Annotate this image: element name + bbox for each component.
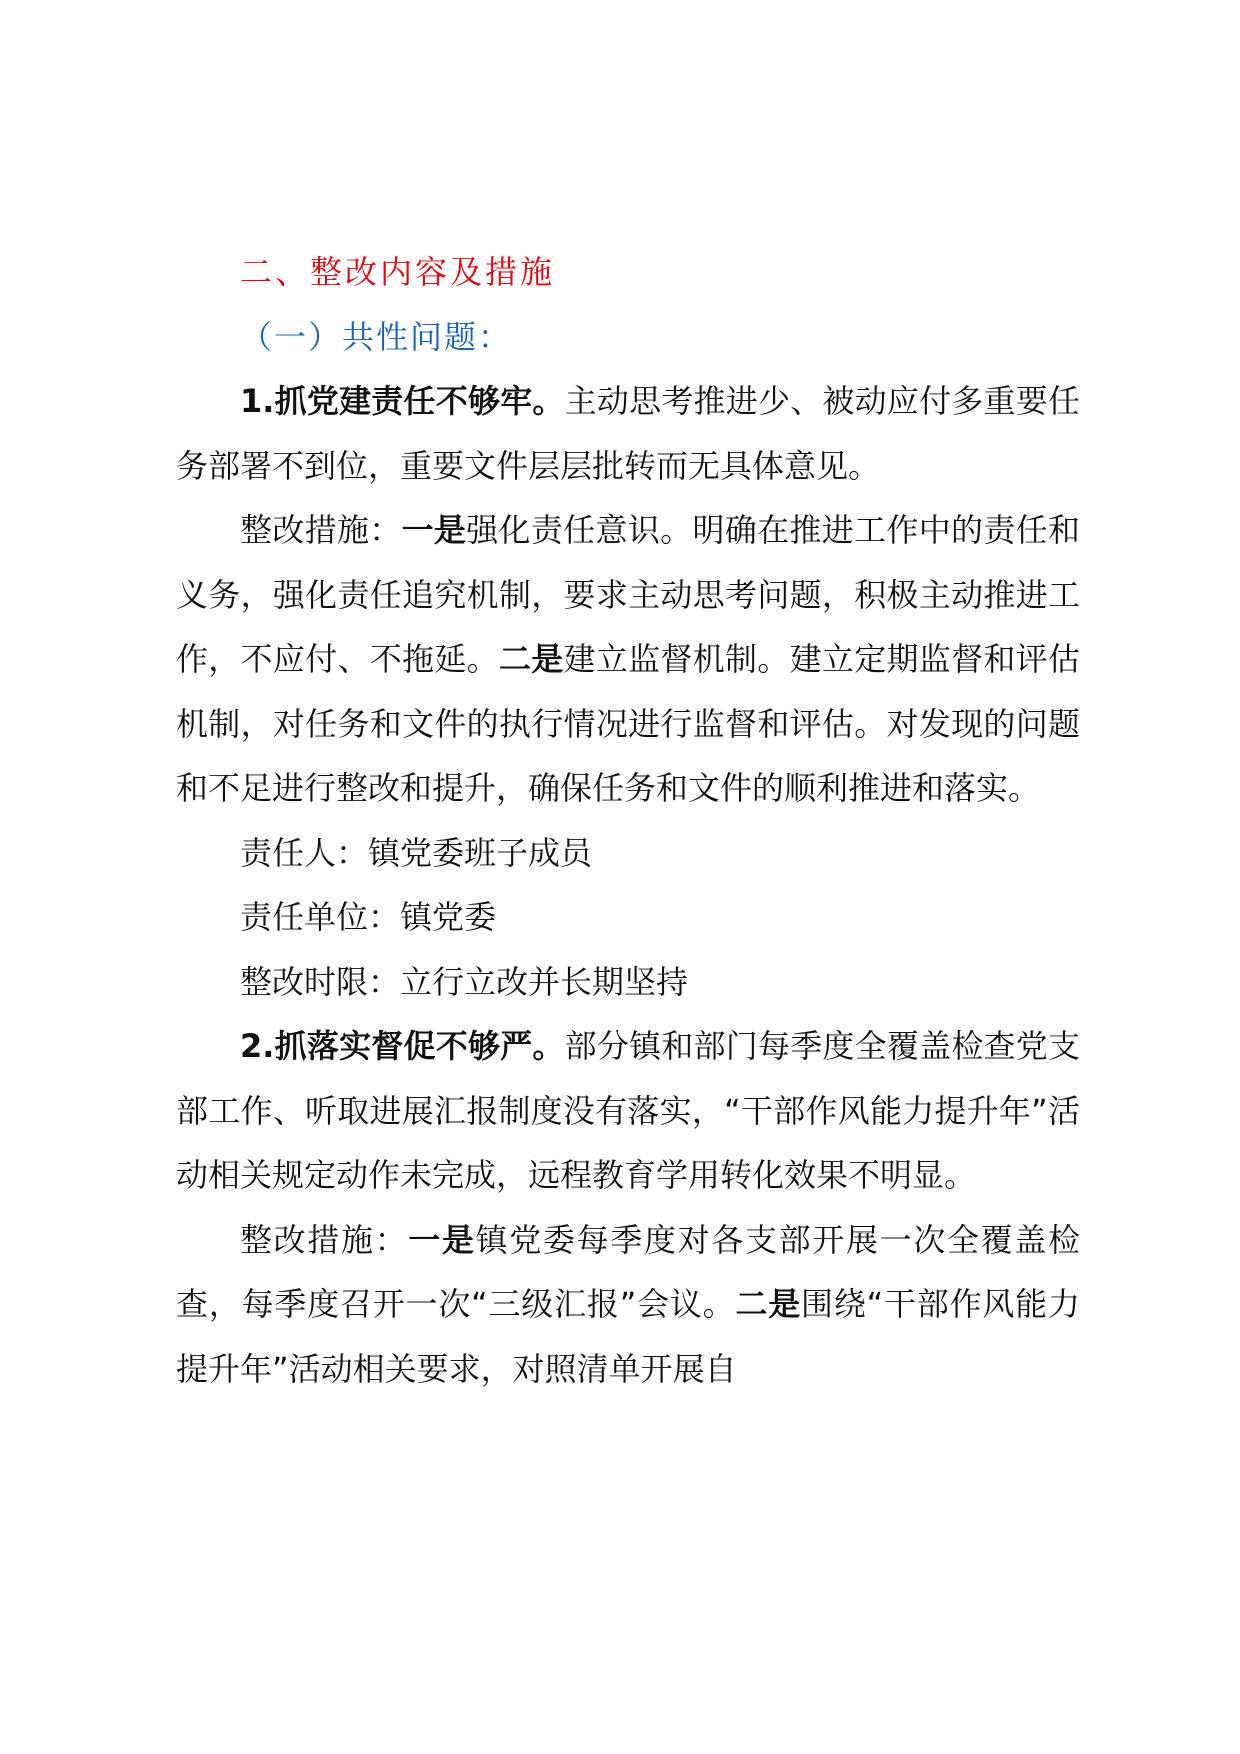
measure-text: 镇党委每季度对各支部开展一次全覆盖检查，每季度召开一次“三级汇报”会议。 bbox=[176, 1220, 1080, 1323]
measure-text: 围绕“干部作风能力提升年”活动相关要求，对照清单开展自 bbox=[176, 1285, 1080, 1388]
measures-label: 整改措施： bbox=[240, 511, 402, 549]
measure-lead: 一是 bbox=[408, 1220, 476, 1259]
measure-lead: 二是 bbox=[498, 640, 564, 678]
measure-text: 建立监督机制。建立定期监督和评估机制，对任务和文件的执行情况进行监督和评估。对发现的问题和不足进行整改和提升，确保任务和文件的顺利推进和落实。 bbox=[176, 640, 1080, 807]
section-title: 二、整改内容及措施 bbox=[240, 253, 556, 291]
item-2-title: 2.抓落实督促不够严。 bbox=[240, 1027, 565, 1065]
measure-lead: 一是 bbox=[401, 511, 467, 549]
subsection-title: （一）共性问题： bbox=[240, 317, 513, 356]
item-2-problem: 部分镇和部门每季度全覆盖检查党支部工作、听取进展汇报制度没有落实，“干部作风能力提升年”活动相关规定动作未完成，远程教育学用转化效果不明显。 bbox=[176, 1027, 1080, 1194]
item-1-problem-paragraph bbox=[176, 369, 1080, 498]
item-1-problem: 主动思考推进少、被动应付多重要任务部署不到位，重要文件层层批转而无具体意见。 bbox=[176, 382, 1080, 485]
item-2-problem-paragraph bbox=[176, 1014, 1080, 1208]
responsible-person: 责任人：镇党委班子成员 bbox=[240, 833, 593, 872]
item-1-title: 1.抓党建责任不够牢。 bbox=[240, 382, 565, 420]
measure-lead: 二是 bbox=[735, 1285, 802, 1323]
measures-label: 整改措施： bbox=[240, 1220, 409, 1259]
responsible-unit: 责任单位：镇党委 bbox=[240, 898, 497, 936]
document-body bbox=[176, 240, 1080, 1401]
rectification-deadline: 整改时限：立行立改并长期坚持 bbox=[240, 962, 689, 1001]
item-2-measures-paragraph bbox=[176, 1208, 1080, 1402]
item-1-measures-paragraph bbox=[176, 498, 1080, 821]
measure-text: 强化责任意识。明确在推进工作中的责任和义务，强化责任追究机制，要求主动思考问题，积极主动推进工作，不应付、不拖延。 bbox=[176, 511, 1080, 678]
